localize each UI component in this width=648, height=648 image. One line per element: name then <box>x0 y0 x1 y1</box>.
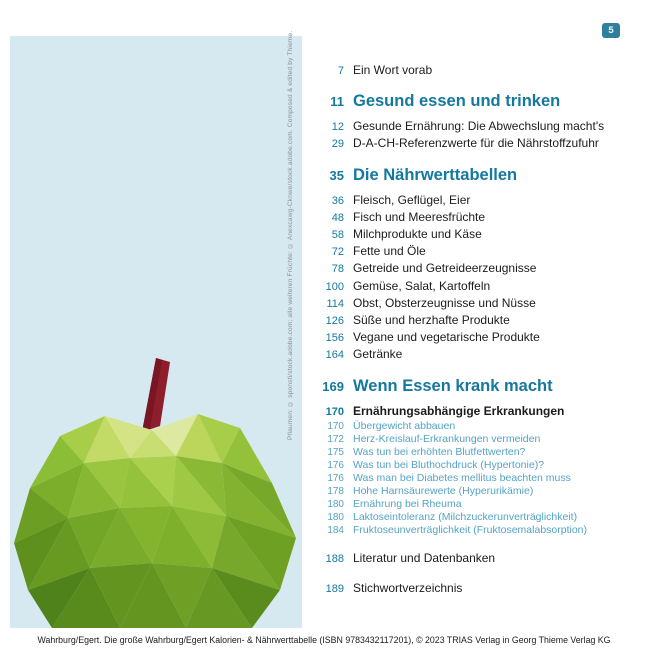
toc-entry <box>314 403 642 420</box>
toc-page-number: 180 <box>327 498 344 510</box>
toc-entry <box>314 295 642 312</box>
toc-page-number: 188 <box>325 552 344 565</box>
toc-page-number: 175 <box>327 446 344 458</box>
toc-entry-label: Fruktoseunverträglichkeit (Fruktosemalabsorption) <box>353 523 588 536</box>
toc-entry <box>314 459 642 472</box>
toc-entry <box>314 209 642 226</box>
toc-page-number: 11 <box>330 94 344 110</box>
toc-page-number: 180 <box>327 511 344 523</box>
toc-entry <box>314 524 642 537</box>
toc-entry <box>314 580 642 597</box>
toc-entry <box>314 346 642 363</box>
toc-entry <box>314 118 642 135</box>
toc-entry <box>314 329 642 346</box>
toc-entry-label: Getränke <box>353 347 403 362</box>
toc-page-number: 170 <box>327 420 344 432</box>
toc-entry <box>314 135 642 152</box>
toc-page-number: 7 <box>337 65 344 77</box>
toc-entry-label: Getreide und Getreideerzeugnisse <box>353 261 537 276</box>
toc-entry-label: Übergewicht abbauen <box>353 419 456 432</box>
toc-page-number: 114 <box>326 297 344 310</box>
toc-entry <box>314 511 642 524</box>
toc-entry <box>314 226 642 243</box>
toc-section-heading <box>314 92 642 111</box>
illustration-panel <box>10 30 302 628</box>
toc-page-number: 12 <box>331 121 344 134</box>
toc-page-number: 170 <box>325 405 344 418</box>
toc-entry-label: Fisch und Meeresfrüchte <box>353 209 486 224</box>
toc-page-number: 156 <box>325 332 344 345</box>
toc-entry-label: Laktoseintoleranz (Milchzuckerunverträglichkeit) <box>353 510 578 523</box>
toc-entry-label: Was man bei Diabetes mellitus beachten muss <box>353 471 571 484</box>
toc-entry <box>314 312 642 329</box>
toc-entry-label: Stichwortverzeichnis <box>353 580 463 595</box>
toc-section-heading <box>314 377 642 396</box>
toc-entry-label: Gemüse, Salat, Kartoffeln <box>353 278 491 293</box>
toc-list <box>314 62 642 597</box>
toc-entry-label: Hohe Harnsäurewerte (Hyperurikämie) <box>353 484 534 497</box>
toc-entry-label: Was tun bei erhöhten Blutfettwerten? <box>353 445 526 458</box>
footer-imprint: Wahrburg/Egert. Die große Wahrburg/Egert Kalorien- & Nährwerttabelle (ISBN 9783432117201), © 2023 TRIAS Verlag in Georg Thieme Verlag KG <box>37 635 611 645</box>
toc-page-number: 72 <box>331 246 344 259</box>
toc-page-number: 169 <box>322 378 344 394</box>
toc-page-number: 176 <box>327 472 344 484</box>
toc-page-number: 189 <box>325 582 344 595</box>
toc-entry-label: Herz-Kreislauf-Erkrankungen vermeiden <box>353 432 541 445</box>
toc-entry-label: Vegane und vegetarische Produkte <box>353 330 540 345</box>
toc-entry <box>314 420 642 433</box>
toc-entry-label: Obst, Obsterzeugnisse und Nüsse <box>353 295 536 310</box>
toc-entry <box>314 446 642 459</box>
toc-entry <box>314 260 642 277</box>
image-credit: Pflaumen: © sponsti/stock.adobe.com; alle weiteren Früchte: © Anexcawg-Cknwe/stock.adobe.com. Composed & edited by Thieme. <box>287 30 294 440</box>
toc-entry <box>314 62 642 79</box>
toc-entry-label: Die Nährwerttabellen <box>353 165 518 184</box>
toc-entry-label: Gesunde Ernährung: Die Abwechslung macht's <box>353 119 605 134</box>
page-number-badge: 5 <box>602 23 620 38</box>
toc-entry <box>314 472 642 485</box>
toc-entry <box>314 192 642 209</box>
toc-page-number: 172 <box>327 433 344 445</box>
toc-page-number: 178 <box>327 485 344 497</box>
toc-entry <box>314 433 642 446</box>
toc-page-number: 100 <box>325 280 344 293</box>
toc-entry <box>314 498 642 511</box>
toc-entry-label: Fleisch, Geflügel, Eier <box>353 192 471 207</box>
toc-entry-label: Ernährung bei Rheuma <box>353 497 462 510</box>
toc-entry-label: Fette und Öle <box>353 244 426 259</box>
toc-entry <box>314 485 642 498</box>
apple-illustration <box>10 358 302 628</box>
toc-section-heading <box>314 166 642 185</box>
toc-entry-label: Gesund essen und trinken <box>353 92 561 111</box>
toc-entry-label: Milchprodukte und Käse <box>353 226 482 241</box>
toc-page-number: 48 <box>331 211 344 224</box>
toc-page-number: 126 <box>325 314 344 327</box>
toc-page-number: 36 <box>331 194 344 207</box>
toc-entry <box>314 278 642 295</box>
toc-entry-label: Wenn Essen krank macht <box>353 376 553 395</box>
toc-entry-label: D-A-CH-Referenzwerte für die Nährstoffzufuhr <box>353 136 599 151</box>
toc-entry-label: Süße und herzhafte Produkte <box>353 312 510 327</box>
apple-body <box>14 414 296 628</box>
toc-page-number: 78 <box>331 263 344 276</box>
toc-entry-label: Ein Wort vorab <box>353 63 433 77</box>
toc-entry-label: Ernährungsabhängige Erkrankungen <box>353 403 565 418</box>
toc-page-number: 176 <box>327 459 344 471</box>
toc-page-number: 164 <box>325 349 344 362</box>
toc-entry-label: Was tun bei Bluthochdruck (Hypertonie)? <box>353 458 545 471</box>
toc-entry-label: Literatur und Datenbanken <box>353 550 496 565</box>
toc-page-number: 35 <box>329 167 344 183</box>
toc-page-number: 58 <box>331 228 344 241</box>
toc-page-number: 184 <box>327 524 344 536</box>
toc-entry <box>314 550 642 567</box>
toc-entry <box>314 243 642 260</box>
apple-stem-icon <box>142 358 170 432</box>
toc-page-number: 29 <box>331 138 344 151</box>
